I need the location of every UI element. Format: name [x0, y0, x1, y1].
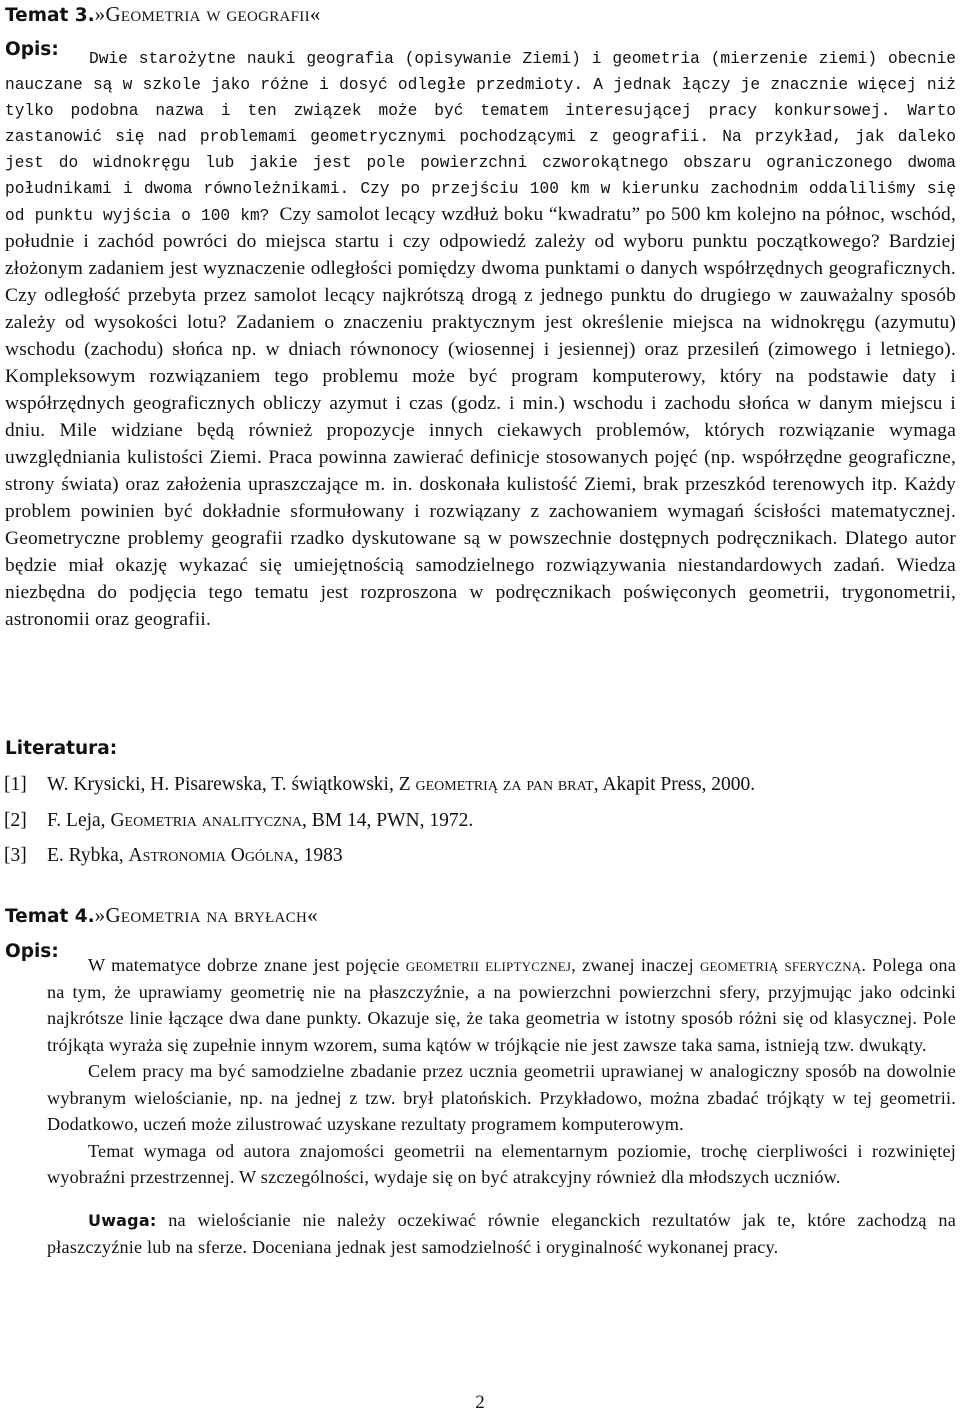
reference-publisher: , BM 14, PWN, 1972. [302, 810, 474, 831]
reference-publisher: , Akapit Press, 2000. [593, 774, 756, 795]
topic-4-opis-label: Opis: [5, 941, 59, 962]
note-text: na wielościanie nie należy oczekiwać równie eleganckich rezultatów jak te, które zachodzą na płaszczyźnie lub na sferze. Doceniana jednak jest samodzielność i oryginalność wykonanej pracy. [47, 1209, 956, 1257]
topic-4-note [47, 1207, 956, 1261]
reference-publisher: , 1983 [293, 845, 343, 866]
reference-entry [47, 772, 755, 798]
topic-3-description-part2: Czy samolot lecący wzdłuż boku “kwadratu” po 500 km kolejno na północ, wschód, południe i zachód powróci do miejsca startu i czy odpowiedź zależy od wyboru punktu początkowego? Bardziej złożonym zadaniem jest wyznaczenie odległości pomiędzy dwoma punktami o danych współrzędnych geograficznych. Czy odległość przebyta przez samolot lecący najkrótszą drogą z jednego punktu do drugiego w zauważalny sposób zależy od wysokości lotu? Zadaniem o znaczeniu praktycznym jest określenie miejsca na widnokręgu (azymutu) wschodu (zachodu) słońca np. w dniach równonocy (wiosennej i jesiennej) oraz przesileń (zimowego i letniego). Kompleksowym rozwiązaniem tego problemu może być program komputerowy, który na podstawie daty i współrzędnych geograficznych obliczy azymut i czas (godz. i min.) wschodu i zachodu słońca w danym miejscu i dniu. Mile widziane będą również propozycje innych ciekawych problemów, których rozwiązanie wymaga uwzględniania kulistości Ziemi. Praca powinna zawierać definicje stosowanych pojęć (np. współrzędne geograficzne, strony świata) oraz założenia upraszczające m. in. doskonała kulistość Ziemi, brak przeszkód terenowych itp. Każdy problem powinien być dokładnie sformułowany i rozwiązany z zachowaniem wymagań ścisłości matematycznej. Geometryczne problemy geografii rzadko dyskutowane są w powszechnie dostępnych podręcznikach. Dlatego autor będzie miał okazję wykazać się umiejętnością samodzielnego rozwiązywania niestandardowych zadań. Wiedza niezbędna do podjęcia tego tematu jest rozproszona w podręcznikach poświęconych geometrii, trygonometrii, astronomii oraz geografii. [5, 204, 957, 630]
topic-4-heading [5, 903, 318, 929]
reference-number: [3] [4, 845, 27, 866]
topic-4-paragraph-3: Temat wymaga od autora znajomości geometrii na elementarnym poziomie, trochę cierpliwości i rozwiniętej wyobraźni przestrzennej. W szczególności, wydaje się on być atrakcyjny również dla młodszych uczniów. [47, 1140, 956, 1187]
topic-4-number: Temat 4. [5, 906, 95, 927]
topic-3-description [5, 46, 956, 634]
reference-title: Geometria analityczna [110, 810, 303, 831]
topic-4-title: »Geometria na bryłach« [94, 903, 318, 927]
reference-authors: W. Krysicki, H. Pisarewska, T. świątkowski, [47, 774, 394, 795]
topic-4-paragraph-1: W matematyce dobrze znane jest pojęcie geometrii eliptycznej, zwanej inaczej geometrią sferyczną. Polega ona na tym, że uprawiamy geometrię nie na płaszczyźnie, a na powierzchni powierzchni sfery, przyjmując jako odcinki najkrótsze linie łączące dwa dane punkty. Okazuje się, że taka geometria w istotny sposób różni się od klasycznej. Pole trójkąta wyraża się zupełnie innym wzorem, suma kątów w trójkącie nie jest zawsze taka sama, istnieją tzw. dwukąty. [47, 955, 956, 1055]
reference-number: [2] [4, 810, 27, 831]
topic-3-description-part1: Dwie starożytne nauki geografia (opisywanie Ziemi) i geometria (mierzenie ziemi) obecnie nauczane są w szkole jako różne i dosyć odległe przedmioty. A jednak łączy je znacznie więcej niż tylko podobna nazwa i ten związek może być tematem interesującej pracy konkursowej. Warto zastanowić się nad problemami geometrycznymi pochodzącymi z geografii. Na przykład, jak daleko jest do widnokręgu lub jakie jest pole powierzchni czworokątnego obszaru ograniczonego dwoma południkami i dwoma równoleżnikami. Czy po przejściu 100 km w kierunku zachodnim oddaliliśmy się od punktu wyjścia o 100 km? [5, 50, 956, 225]
reference-number: [1] [4, 774, 27, 795]
reference-title: Z geometrią za pan brat [398, 774, 594, 795]
literatura-label: Literatura: [5, 738, 118, 759]
reference-authors: E. Rybka, [47, 845, 124, 866]
reference-entry [47, 843, 343, 869]
page-number: 2 [475, 1392, 485, 1413]
reference-entry [47, 808, 473, 834]
topic-4-paragraph-2: Celem pracy ma być samodzielne zbadanie przez ucznia geometrii uprawianej w analogiczny sposób na dowolnie wybranym wielościanie, np. na jednej z tzw. brył platońskich. Przykładowo, można zbadać trójkąty w tej geometrii. Dodatkowo, uczeń może zilustrować uzyskane rezultaty programem komputerowym. [47, 1061, 956, 1134]
reference-authors: F. Leja, [47, 810, 106, 831]
topic-3-opis-label: Opis: [5, 39, 59, 60]
note-label: Uwaga: [88, 1210, 157, 1230]
topic-4-description [47, 952, 956, 1261]
topic-3-title: »Geometria w geografii« [94, 2, 321, 26]
topic-3-number: Temat 3. [5, 5, 95, 26]
topic-3-heading [5, 2, 321, 28]
reference-title: Astronomia Ogólna [128, 845, 294, 866]
